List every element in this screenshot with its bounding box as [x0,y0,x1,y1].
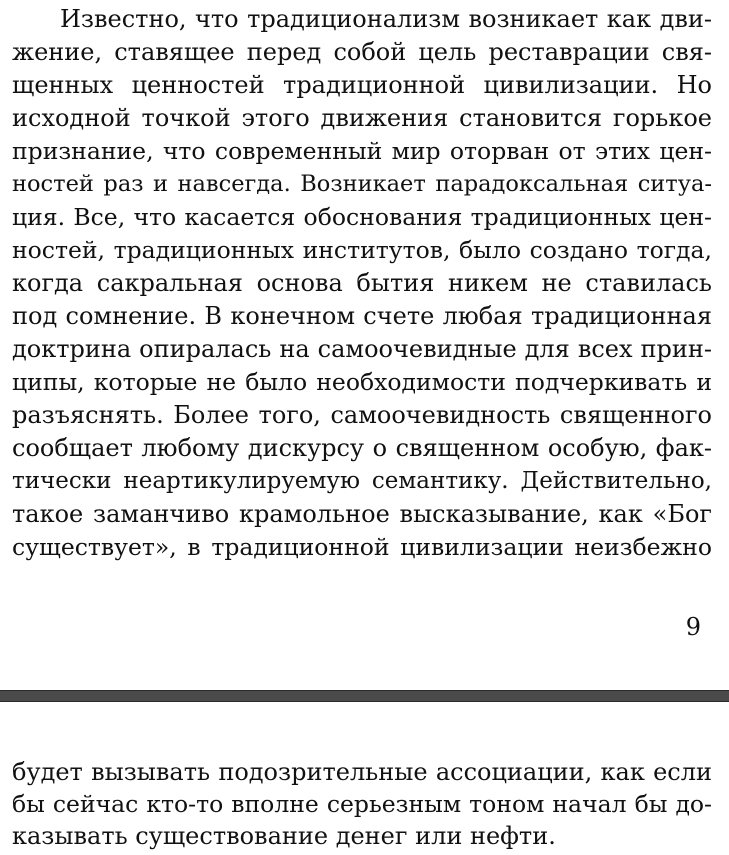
text-line: тически неартикулируемую семантику. Действительно, [12,468,712,494]
text-line: бы сейчас кто-то вполне серьезным тоном начал бы до- [12,790,712,818]
text-line: ностей, традиционных институтов, было создано тогда, [12,236,712,264]
text-line: исходной точкой этого движения становится горькое [12,104,712,132]
text-line: такое заманчиво крамольное высказывание, как «Бог [12,500,712,528]
text-line: признание, что современный мир оторван от этих цен- [12,137,712,165]
text-line: существует», в традиционной цивилизации неизбежно [12,533,712,561]
page-number: 9 [685,613,701,641]
page-separator [0,690,729,702]
text-line: щенных ценностей традиционной цивилизации. Но [12,71,712,99]
text-line: будет вызывать подозрительные ассоциации, как если [12,758,712,786]
text-line: жение, ставящее перед собой цель реставрации свя- [12,38,712,66]
text-line: ция. Все, что касается обоснования традиционных цен- [12,203,712,231]
text-line: ностей раз и навсегда. Возникает парадоксальная ситуа- [12,171,712,197]
text-line: сообщает любому дискурсу о священном особую, фак- [12,434,712,462]
text-line: доктрина опиралась на самоочевидные для всех прин- [12,335,712,363]
text-line: ципы, которые не было необходимости подчеркивать и [12,368,712,396]
page-bottom [0,702,729,855]
text-line: под сомнение. В конечном счете любая традиционная [12,302,712,330]
text-line: казывать существование денег или нефти. [12,822,556,850]
text-line: когда сакральная основа бытия никем не ставилась [12,269,712,297]
text-line: разъяснять. Более того, самоочевидность священного [12,401,712,429]
text-line: Известно, что традиционализм возникает как дви- [60,5,712,33]
